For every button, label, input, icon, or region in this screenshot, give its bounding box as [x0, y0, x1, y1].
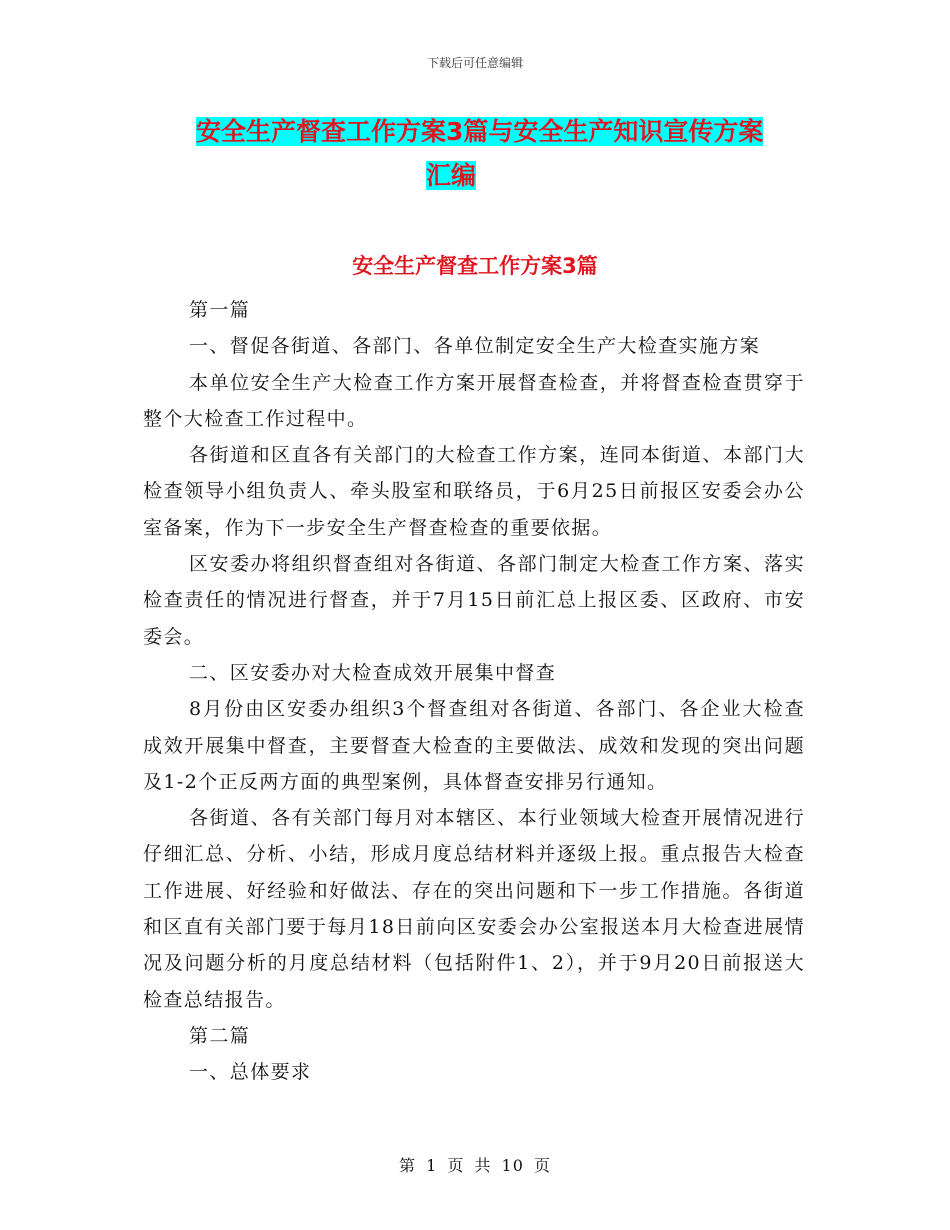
paragraph: 第一篇	[189, 299, 251, 321]
document-title	[196, 110, 816, 198]
paragraph: 各街道和区直各有关部门的大检查工作方案，连同本街道、本部门大检查领导小组负责人、牵头股室和联络员，于6月25日前报区安委会办公室备案，作为下一步安全生产督查检查的重要依据。	[143, 444, 805, 539]
paragraph: 第二篇	[189, 1024, 251, 1047]
paragraph: 本单位安全生产大检查工作方案开展督查检查，并将督查检查贯穿于整个大检查工作过程中。	[143, 371, 805, 430]
paragraph: 8月份由区安委办组织3个督查组对各街道、各部门、各企业大检查成效开展集中督查，主要督查大检查的主要做法、成效和发现的突出问题及1-2个正反两方面的典型案例，具体督查安排另行通知。	[143, 698, 805, 793]
paragraph: 各街道、各有关部门每月对本辖区、本行业领域大检查开展情况进行仔细汇总、分析、小结，形成月度总结材料并逐级上报。重点报告大检查工作进展、好经验和好做法、存在的突出问题和下一步工作措施。各街道和区直有关部门要于每月18日前向区安委会办公室报送本月大检查进展情况及问题分析的月度总结材料（包括附件1、2），并于9月20日前报送大检查总结报告。	[143, 807, 805, 1011]
section-title: 安全生产督查工作方案3篇	[352, 254, 598, 278]
paragraph: 二、区安委办对大检查成效开展集中督查	[189, 661, 557, 684]
paragraph: 一、总体要求	[189, 1061, 312, 1084]
document-title-line2: 汇编	[425, 161, 476, 190]
document-title-line1: 安全生产督查工作方案3篇与安全生产知识宣传方案	[196, 117, 764, 146]
page-header-note: 下载后可任意编辑	[426, 56, 523, 70]
page-footer: 第 1 页 共 10 页	[399, 1156, 551, 1175]
paragraph: 区安委办将组织督查组对各街道、各部门制定大检查工作方案、落实检查责任的情况进行督查，并于7月15日前汇总上报区委、区政府、市安委会。	[143, 553, 805, 648]
paragraph: 一、督促各街道、各部门、各单位制定安全生产大检查实施方案	[189, 335, 761, 358]
document-body	[143, 292, 805, 1091]
